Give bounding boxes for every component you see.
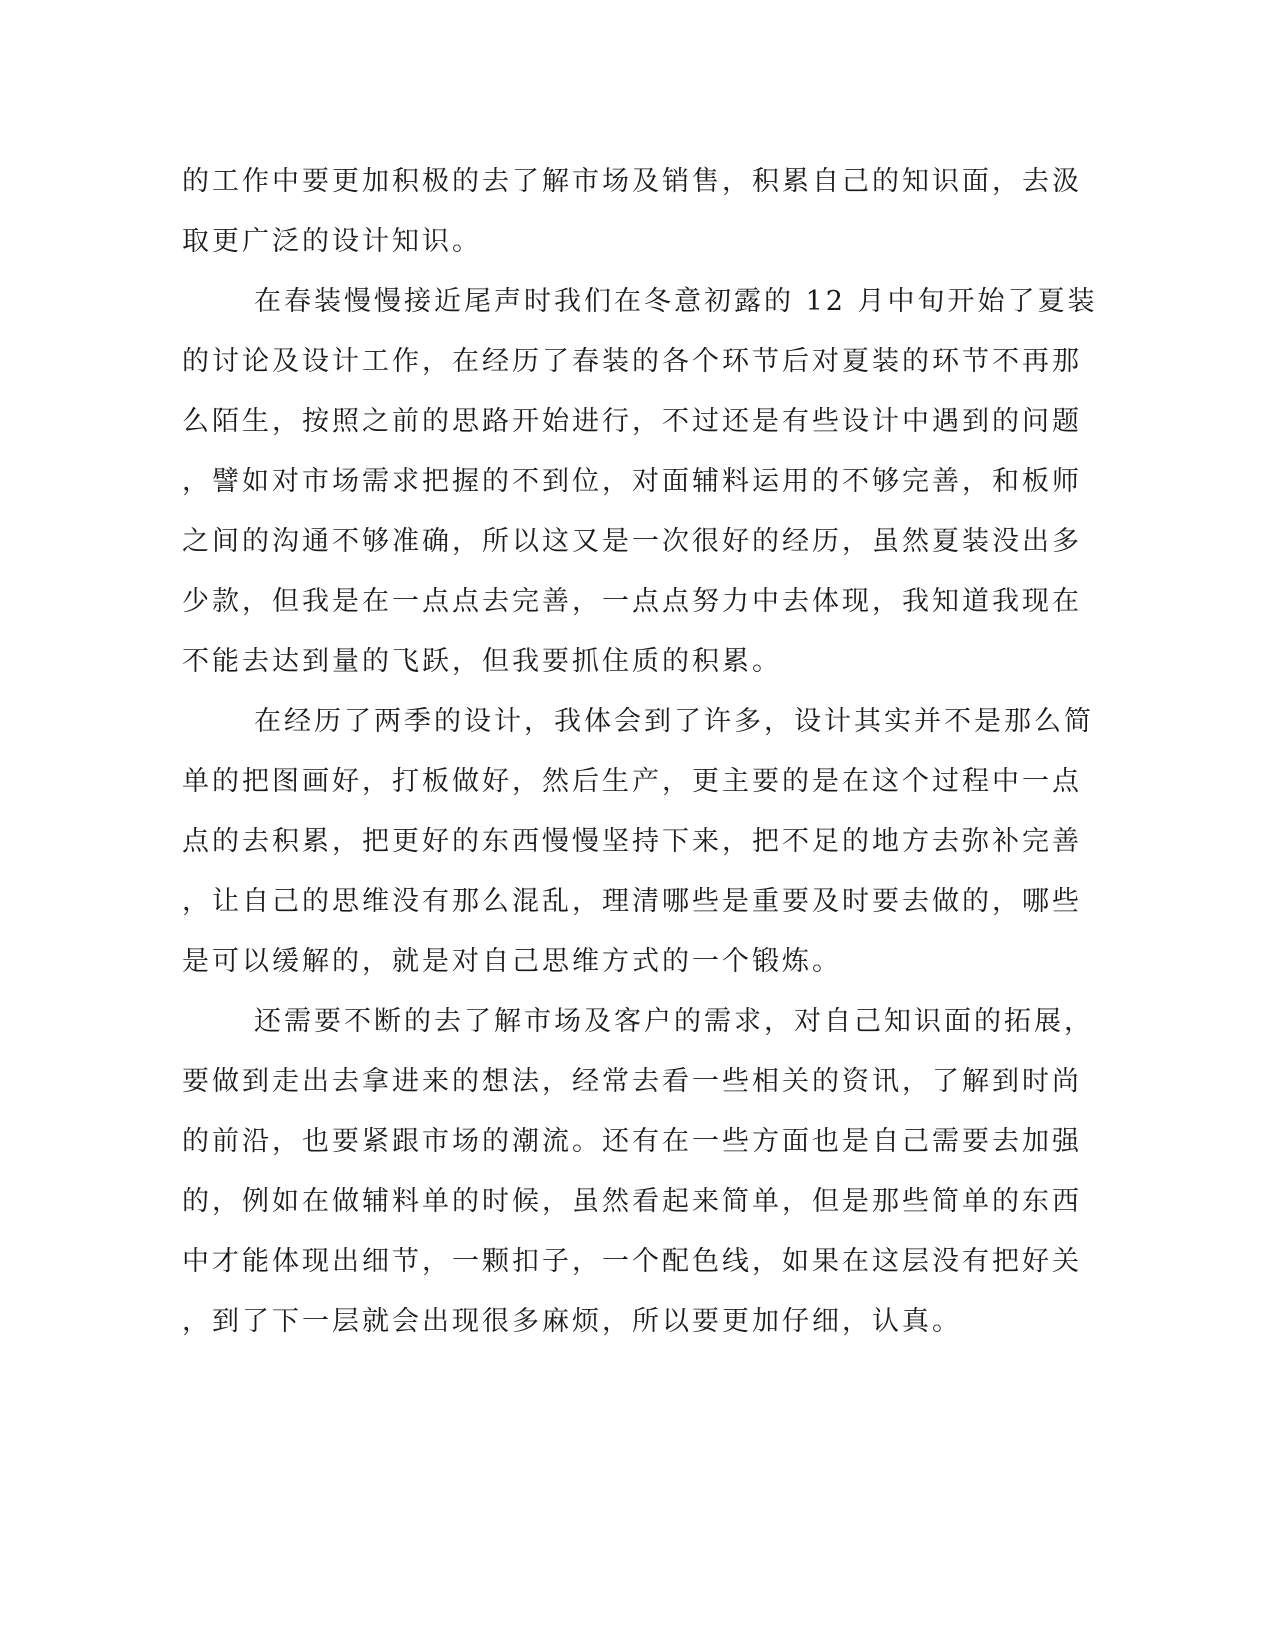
- text-line: 么陌生，按照之前的思路开始进行，不过还是有些设计中遇到的问题: [182, 406, 1082, 437]
- text-line: ，譬如对市场需求把握的不到位，对面辅料运用的不够完善，和板师: [182, 466, 1082, 497]
- text-line: 点的去积累，把更好的东西慢慢坚持下来，把不足的地方去弥补完善: [182, 826, 1082, 857]
- text-line: ，到了下一层就会出现很多麻烦，所以要更加仔细，认真。: [182, 1306, 962, 1337]
- text-line: 单的把图画好，打板做好，然后生产，更主要的是在这个过程中一点: [182, 766, 1082, 797]
- text-line: 取更广泛的设计知识。: [182, 226, 482, 257]
- paragraph-start-line: 在经历了两季的设计，我体会到了许多，设计其实并不是那么简: [254, 706, 1094, 737]
- text-line: 是可以缓解的，就是对自己思维方式的一个锻炼。: [182, 946, 842, 977]
- text-line: 的工作中要更加积极的去了解市场及销售，积累自己的知识面，去汲: [182, 166, 1082, 197]
- text-line: 之间的沟通不够准确，所以这又是一次很好的经历，虽然夏装没出多: [182, 526, 1082, 557]
- body-text: [182, 152, 1098, 1352]
- paragraph-start-line: 还需要不断的去了解市场及客户的需求，对自己知识面的拓展，: [254, 1006, 1094, 1037]
- text-line: 的，例如在做辅料单的时候，虽然看起来简单，但是那些简单的东西: [182, 1186, 1082, 1217]
- text-line: 要做到走出去拿进来的想法，经常去看一些相关的资讯，了解到时尚: [182, 1066, 1082, 1097]
- text-line: 的讨论及设计工作，在经历了春装的各个环节后对夏装的环节不再那: [182, 346, 1082, 377]
- text-line: 的前沿，也要紧跟市场的潮流。还有在一些方面也是自己需要去加强: [182, 1126, 1082, 1157]
- text-line: ，让自己的思维没有那么混乱，理清哪些是重要及时要去做的，哪些: [182, 886, 1082, 917]
- text-line: 中才能体现出细节，一颗扣子，一个配色线，如果在这层没有把好关: [182, 1246, 1082, 1277]
- text-line: 少款，但我是在一点点去完善，一点点努力中去体现，我知道我现在: [182, 586, 1082, 617]
- text-line: 不能去达到量的飞跃，但我要抓住质的积累。: [182, 646, 782, 677]
- paragraph-start-line: 在春装慢慢接近尾声时我们在冬意初露的 12 月中旬开始了夏装: [254, 286, 1098, 317]
